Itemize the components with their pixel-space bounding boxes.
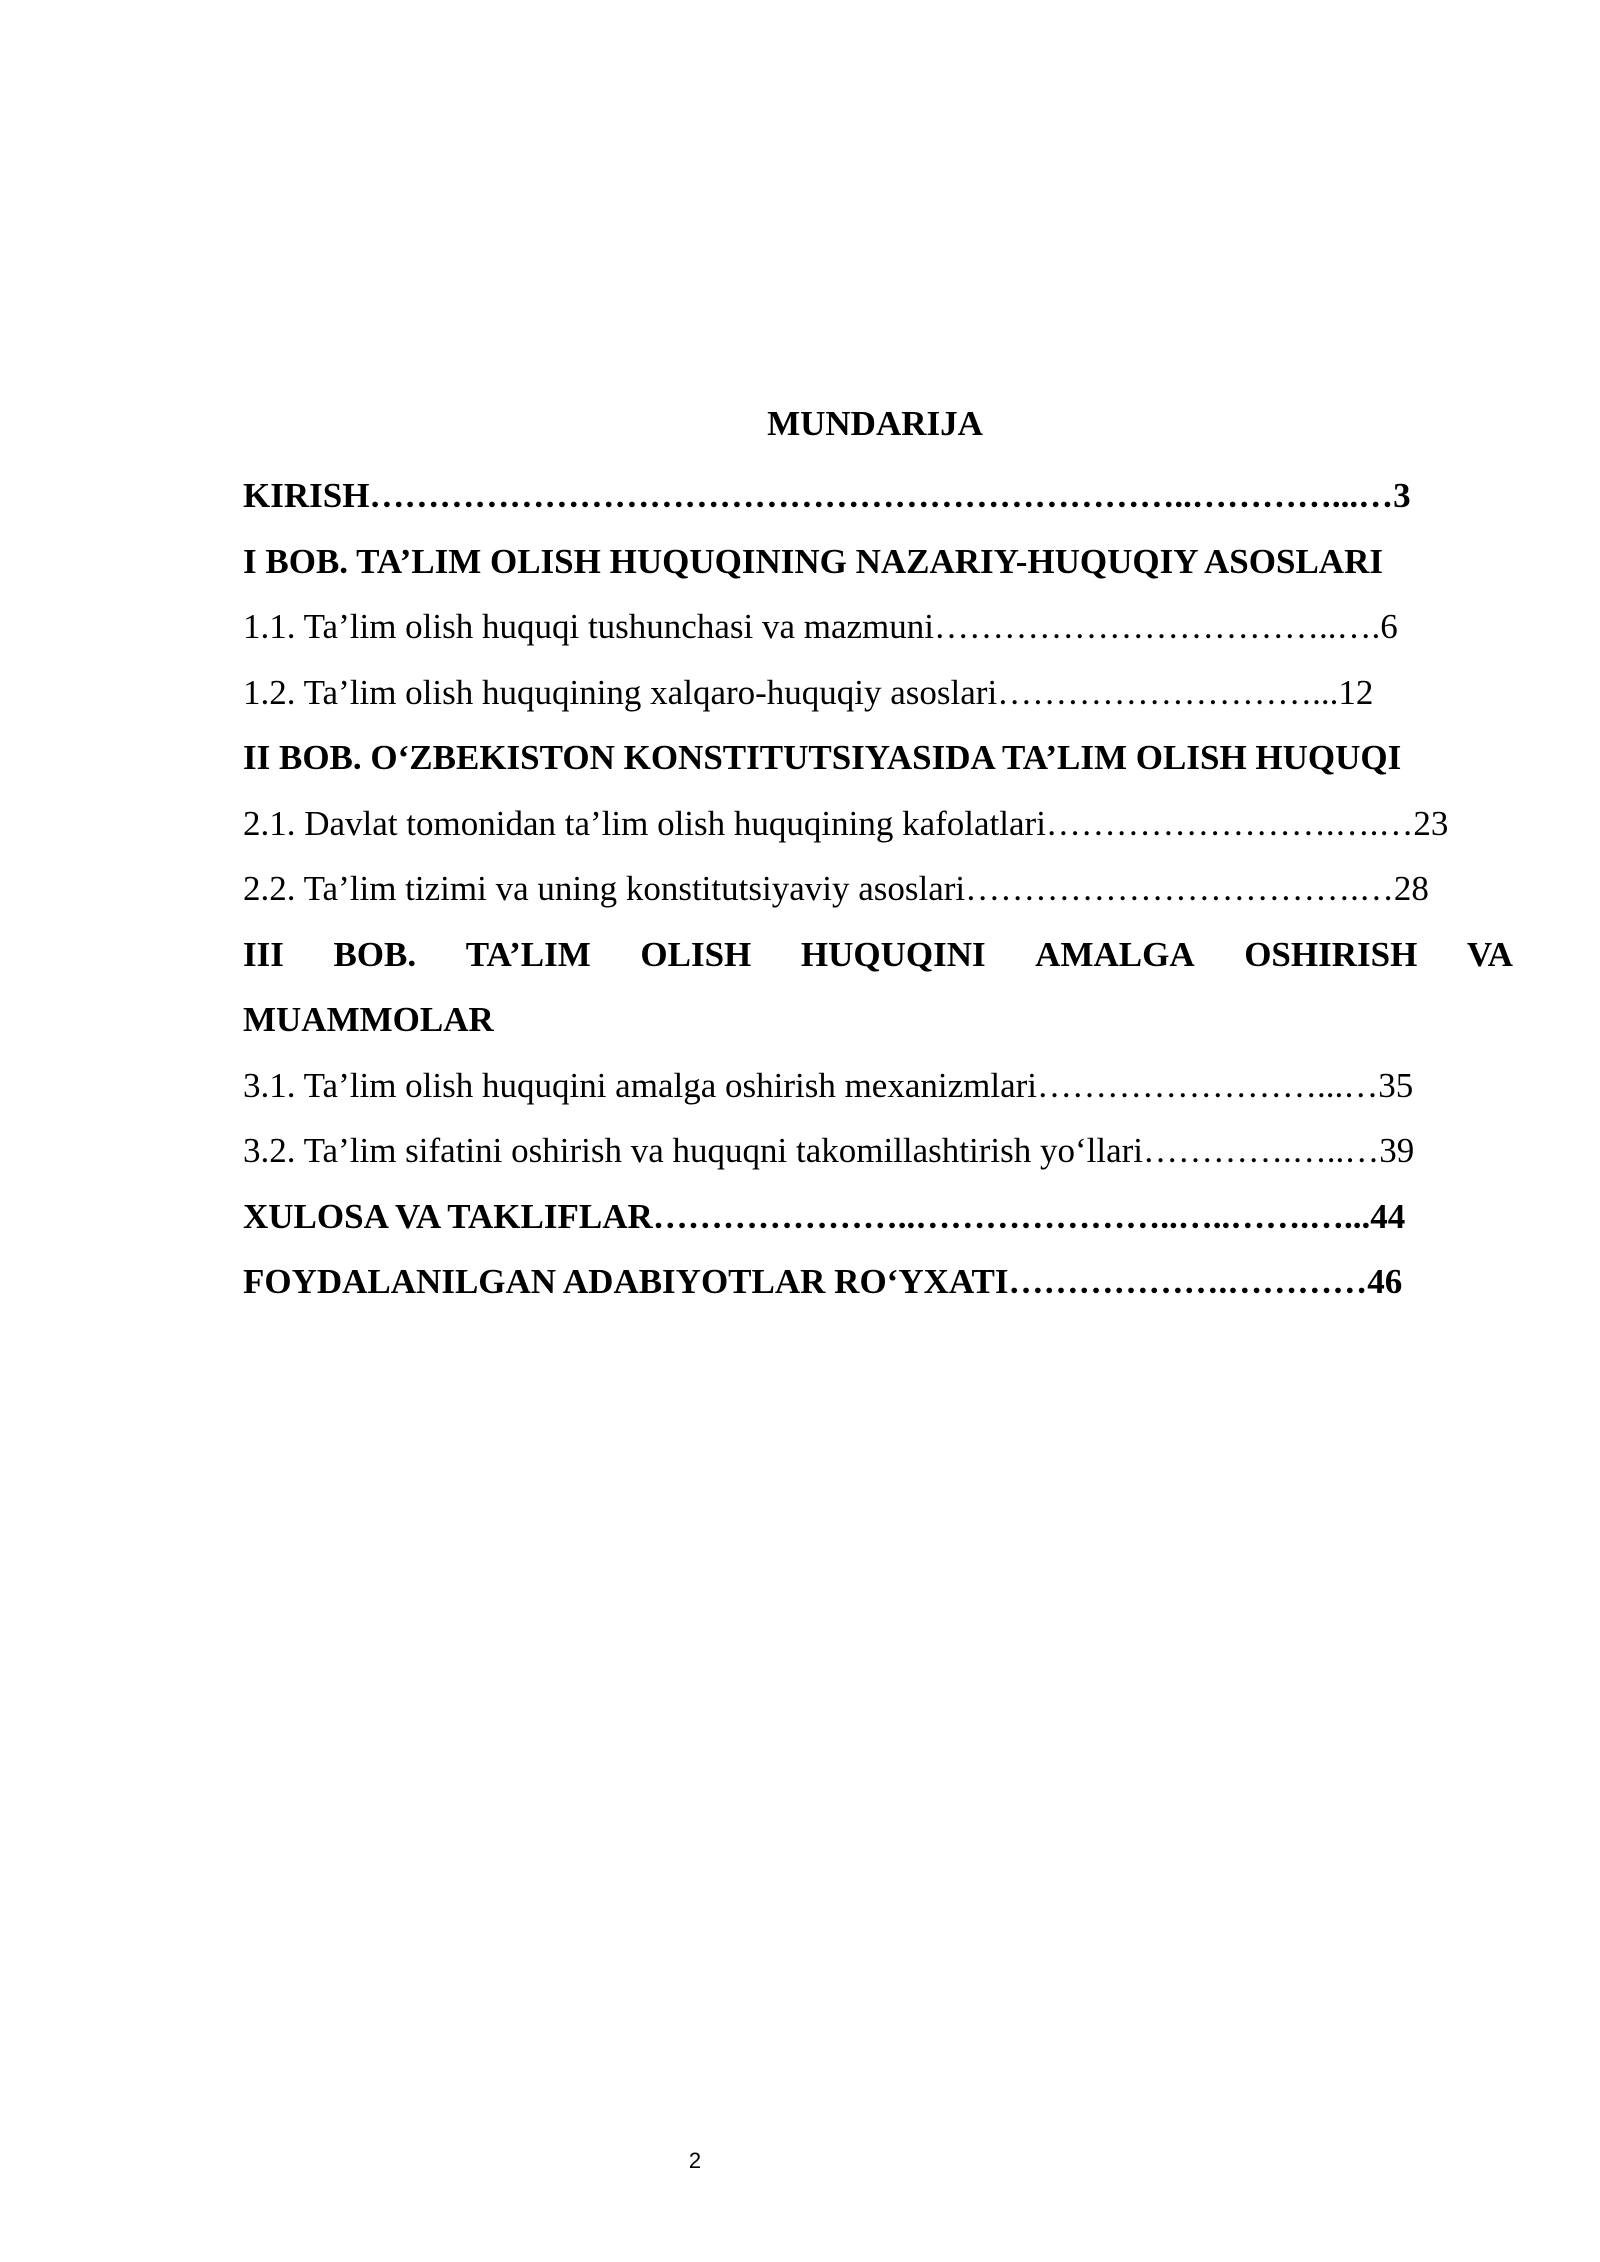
toc-chapter-1: I BOB. TA’LIM OLISH HUQUQINING NAZARIY-HUQUQIY ASOSLARI [243,541,1383,581]
toc-chapter-3-word: OLISH [640,934,752,974]
toc-chapter-3-word: HUQUQINI [800,934,986,974]
toc-chapter-3-word: TA’LIM [465,934,591,974]
table-of-contents [243,463,1513,1315]
toc-chapter-2: II BOB. O‘ZBEKISTON KONSTITUTSIYASIDA TA’LIM OLISH HUQUQI [243,738,1402,777]
toc-section-1-2: 1.2. Ta’lim olish huquqining xalqaro-huquqiy asoslari………………………...12 [243,672,1374,712]
toc-section-2-2: 2.2. Ta’lim tizimi va uning konstitutsiyaviy asoslari…………………………….…28 [243,869,1429,908]
toc-chapter-3-continued: MUAMMOLAR [243,1000,494,1039]
toc-chapter-3-word: BOB. [333,934,417,974]
toc-chapter-3-word: AMALGA [1035,934,1195,974]
toc-chapter-3 [243,922,1513,988]
toc-chapter-3-word: OSHIRISH [1244,934,1418,974]
toc-section-3-1: 3.1. Ta’lim olish huquqini amalga oshirish mexanizmlari……………………...…35 [243,1065,1414,1105]
page-number: 2 [688,2148,702,2173]
toc-title: MUNDARIJA [767,404,983,443]
toc-entry-xulosa: XULOSA VA TAKLIFLAR…………………..…………………..…..…….…...44 [243,1196,1406,1236]
toc-section-3-2: 3.2. Ta’lim sifatini oshirish va huquqni takomillashtirish yo‘llari………….…..…39 [243,1131,1415,1170]
toc-chapter-3-word: III [243,934,284,974]
toc-entry-kirish: KIRISH……………………………………………………………..…………...…3 [243,476,1411,515]
toc-section-1-1: 1.1. Ta’lim olish huquqi tushunchasi va mazmuni……………………………..….6 [243,607,1398,646]
toc-section-2-1: 2.1. Davlat tomonidan ta’lim olish huquqining kafolatlari…………………….….…23 [243,803,1449,843]
toc-entry-adabiyotlar: FOYDALANILGAN ADABIYOTLAR RO‘YXATI……………….…………46 [243,1262,1403,1301]
toc-chapter-3-word: VA [1466,934,1513,974]
